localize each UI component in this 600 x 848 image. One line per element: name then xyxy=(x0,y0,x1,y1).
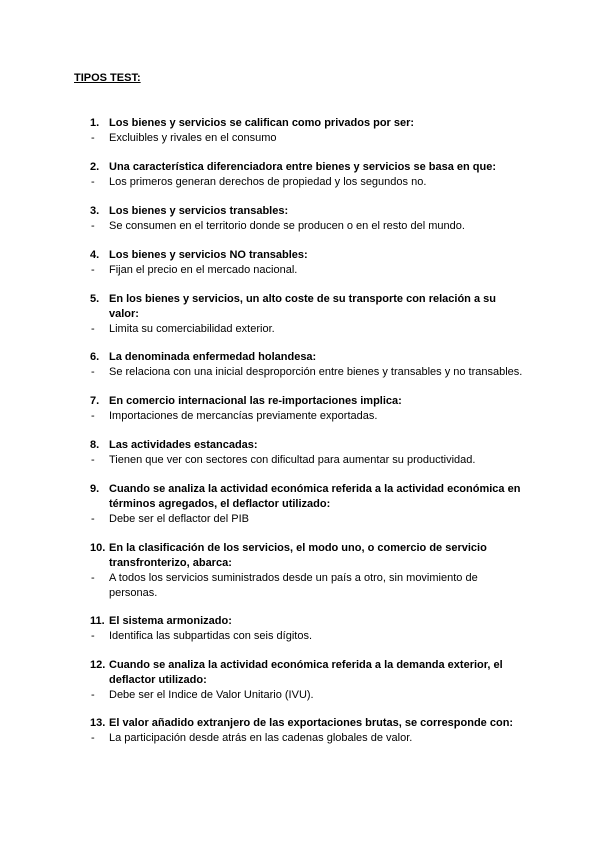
question-number: 7. xyxy=(90,395,100,407)
answer-bullet: - xyxy=(91,323,95,335)
answer-bullet: - xyxy=(91,630,95,642)
question-number: 1. xyxy=(90,117,100,129)
question-item xyxy=(0,394,600,424)
question-text: Las actividades estancadas: xyxy=(109,439,258,451)
answer-bullet: - xyxy=(91,513,95,525)
question-text: Cuando se analiza la actividad económica referida a la demanda exterior, el deflactor utilizado: xyxy=(109,659,503,686)
answer-text: Excluibles y rivales en el consumo xyxy=(109,132,277,144)
question-item xyxy=(0,160,600,190)
question-number: 6. xyxy=(90,351,100,363)
question-item xyxy=(0,204,600,234)
question-text: En los bienes y servicios, un alto coste de su transporte con relación a su valor: xyxy=(109,293,496,320)
answer-text: Importaciones de mercancías previamente exportadas. xyxy=(109,410,378,422)
answer-bullet: - xyxy=(91,410,95,422)
answer-bullet: - xyxy=(91,132,95,144)
answer-bullet: - xyxy=(91,264,95,276)
answer-text: Debe ser el deflactor del PIB xyxy=(109,513,250,525)
question-item xyxy=(0,116,600,146)
question-text: El sistema armonizado: xyxy=(109,615,232,627)
question-text: La denominada enfermedad holandesa: xyxy=(109,351,317,363)
question-number: 13. xyxy=(90,717,106,729)
question-item xyxy=(0,658,600,703)
question-text: El valor añadido extranjero de las exportaciones brutas, se corresponde con: xyxy=(109,717,514,729)
answer-text: Los primeros generan derechos de propiedad y los segundos no. xyxy=(109,176,427,188)
question-text: Los bienes y servicios se califican como privados por ser: xyxy=(109,117,415,129)
question-item xyxy=(0,438,600,468)
question-number: 11. xyxy=(90,615,105,627)
question-item xyxy=(0,292,600,337)
question-text: Los bienes y servicios NO transables: xyxy=(109,249,308,261)
question-number: 2. xyxy=(90,161,100,173)
answer-bullet: - xyxy=(91,454,95,466)
answer-text: Se relaciona con una inicial desproporción entre bienes y transables y no transables. xyxy=(109,366,523,378)
question-number: 12. xyxy=(90,659,106,671)
question-text: Cuando se analiza la actividad económica referida a la actividad económica en términos agregados, el deflactor utilizado: xyxy=(109,483,521,510)
answer-bullet: - xyxy=(91,176,95,188)
answer-text: Fijan el precio en el mercado nacional. xyxy=(109,264,298,276)
answer-text: A todos los servicios suministrados desde un país a otro, sin movimiento de personas. xyxy=(109,572,478,599)
question-item xyxy=(0,482,600,527)
answer-bullet: - xyxy=(91,689,95,701)
question-number: 10. xyxy=(90,542,106,554)
question-text: Los bienes y servicios transables: xyxy=(109,205,289,217)
answer-text: La participación desde atrás en las cadenas globales de valor. xyxy=(109,732,413,744)
question-item xyxy=(0,350,600,380)
question-number: 4. xyxy=(90,249,100,261)
answer-text: Limita su comerciabilidad exterior. xyxy=(109,323,275,335)
question-text: Una característica diferenciadora entre bienes y servicios se basa en que: xyxy=(109,161,497,173)
answer-text: Identifica las subpartidas con seis dígitos. xyxy=(109,630,313,642)
question-text: En la clasificación de los servicios, el modo uno, o comercio de servicio transfronterizo, abarca: xyxy=(109,542,487,569)
answer-bullet: - xyxy=(91,220,95,232)
question-number: 8. xyxy=(90,439,100,451)
question-number: 9. xyxy=(90,483,100,495)
document-title: TIPOS TEST: xyxy=(74,72,141,84)
question-number: 5. xyxy=(90,293,100,305)
answer-bullet: - xyxy=(91,732,95,744)
answer-text: Debe ser el Indice de Valor Unitario (IVU). xyxy=(109,689,314,701)
answer-text: Se consumen en el territorio donde se producen o en el resto del mundo. xyxy=(109,220,465,232)
question-item xyxy=(0,716,600,746)
question-item xyxy=(0,248,600,278)
question-text: En comercio internacional las re-importaciones implica: xyxy=(109,395,402,407)
question-item xyxy=(0,614,600,644)
answer-bullet: - xyxy=(91,366,95,378)
answer-bullet: - xyxy=(91,572,95,584)
question-item xyxy=(0,541,600,601)
question-number: 3. xyxy=(90,205,100,217)
answer-text: Tienen que ver con sectores con dificultad para aumentar su productividad. xyxy=(109,454,476,466)
